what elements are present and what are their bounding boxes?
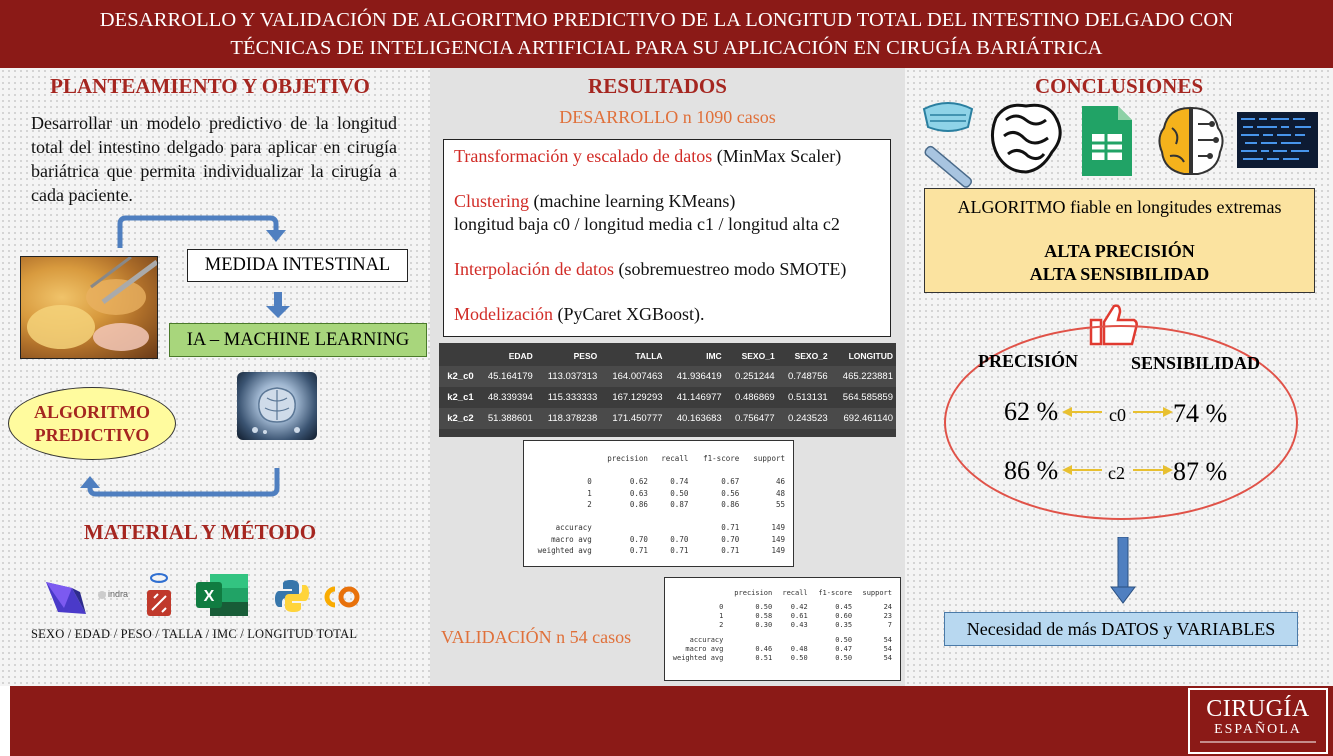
report-cell: f1-score [818, 588, 853, 597]
section-title-material: MATERIAL Y MÉTODO [83, 520, 317, 544]
section-title-resultados: RESULTADOS [588, 74, 727, 98]
report-cell: weighted avg [537, 546, 592, 556]
data-code-image [1237, 112, 1318, 168]
step-2-title: Clustering [454, 191, 529, 211]
method-steps-box [443, 139, 891, 337]
c2-sensibilidad-value: 87 % [1173, 457, 1228, 486]
table-row [524, 499, 789, 511]
arrow-head-ia [266, 306, 290, 318]
cluster-cell: 0.756477 [725, 408, 778, 429]
report-cell: 24 [883, 603, 892, 611]
validacion-label: VALIDACIÓN n 54 casos [441, 627, 632, 647]
step-3-title: Interpolación de datos [454, 259, 614, 279]
cluster-cell: 48.339394 [487, 392, 533, 403]
down-arrow-necesidad [1110, 537, 1136, 605]
cluster-table-header [439, 345, 896, 366]
report-cell: 7 [887, 621, 892, 629]
arrow-head-medida [266, 230, 286, 242]
algoritmo-predictivo-label [9, 401, 175, 447]
report-cell: 0.45 [835, 603, 853, 611]
conclusion-box [924, 188, 1315, 293]
report-cell: 0.35 [835, 621, 853, 629]
report-cell: 0.61 [790, 612, 808, 620]
report-cell: 0.50 [670, 488, 689, 498]
step-interpolacion [454, 258, 880, 281]
table-row [665, 621, 896, 630]
report-cell: 0.70 [721, 534, 740, 544]
cluster-cell: 0.486869 [735, 392, 775, 403]
cluster-cell: k2_c1 [447, 392, 474, 403]
table-row [524, 488, 789, 500]
report-cell: 0.86 [721, 500, 740, 510]
ai-brain-image [237, 372, 317, 440]
report-cell: 54 [883, 654, 892, 662]
report-cell: 2 [587, 500, 592, 510]
cluster-cell: 167.129293 [612, 392, 663, 403]
report-cell: 0.60 [835, 612, 853, 620]
cluster-cell: 164.007463 [600, 366, 665, 387]
report-cell: 149 [771, 523, 785, 533]
surgery-photo [20, 256, 158, 359]
report-cell: accuracy [689, 636, 724, 644]
cluster-col-header: SEXO_1 [741, 350, 775, 361]
indra-dot-icon [98, 591, 106, 599]
arrow-medida-to-ia [274, 292, 282, 308]
report-cell: 0.43 [790, 621, 808, 629]
c0-left-arrow [1062, 404, 1102, 420]
necesidad-box: Necesidad de más DATOS y VARIABLES [944, 612, 1298, 646]
step-modelizacion [454, 303, 880, 326]
cluster-cell: 171.450777 [600, 408, 665, 429]
report-cell: 55 [775, 500, 785, 510]
report-cell: precision [734, 588, 773, 597]
table-row [524, 511, 789, 523]
cluster-col-header: LONGITUD [848, 350, 893, 361]
report-cell: 0.48 [790, 645, 808, 653]
report-cell: f1-score [703, 454, 740, 464]
report-cell: macro avg [685, 645, 724, 653]
footer-banner [10, 686, 1333, 756]
report-cell [652, 522, 692, 534]
table-row [439, 408, 896, 429]
c2-label: c2 [1108, 463, 1125, 483]
report-cell: 0.74 [670, 477, 689, 487]
report-cell: 149 [771, 534, 785, 544]
c0-sensibilidad-value: 74 % [1173, 399, 1228, 428]
report-cell: 0.87 [670, 500, 689, 510]
report-cell: support [862, 588, 892, 597]
arrow-brain-to-algoritmo [90, 468, 277, 494]
objective-text: Desarrollar un modelo predictivo de la longitud total del intestino delgado para aplicar en cirugía bariátrica que permita individualizar la cirugía a cada paciente. [31, 113, 397, 205]
logo-rule [1200, 741, 1316, 743]
data-code-drawing [1237, 112, 1318, 168]
report-cell: 0.70 [629, 534, 648, 544]
report-cell: 0.30 [755, 621, 773, 629]
report-cell: 0.63 [629, 488, 648, 498]
c0-right-arrow [1133, 404, 1173, 420]
table-row [524, 534, 789, 546]
report-cell: 0.71 [629, 546, 648, 556]
intestine-icon [986, 98, 1066, 180]
classification-report-validacion [664, 577, 901, 681]
algoritmo-predictivo-ellipse [8, 387, 176, 460]
report-cell: 0 [719, 603, 724, 611]
title-line-2: TÉCNICAS DE INTELIGENCIA ARTIFICIAL PARA SU APLICACIÓN EN CIRUGÍA BARIÁTRICA [230, 37, 1103, 59]
report-cell: support [753, 454, 785, 464]
cluster-cell: 118.378238 [536, 408, 600, 429]
report-cell: 0.62 [629, 477, 648, 487]
arrow-photo-to-medida [120, 218, 276, 248]
software-icons-row [40, 572, 410, 622]
report-cell: 54 [883, 645, 892, 653]
google-sheets-icon [1080, 104, 1134, 178]
colab-icon [322, 584, 362, 610]
report-cell: 0.70 [670, 534, 689, 544]
cluster-col-header [439, 345, 477, 366]
surgery-photo-drawing [21, 257, 157, 358]
table-row [665, 645, 896, 654]
report-cell: 0.67 [721, 477, 740, 487]
c2-precision-value: 86 % [1004, 456, 1059, 485]
cluster-cell: 564.585859 [842, 392, 893, 403]
alta-precision-text: ALTA PRECISIÓN [1044, 241, 1195, 261]
table-row [524, 545, 789, 557]
filemaker-icon [42, 578, 90, 618]
report-cell: 0.50 [835, 636, 853, 644]
report-cell: 0.51 [755, 654, 773, 662]
report-cell: 0.46 [755, 645, 773, 653]
indra-logo: indra [108, 589, 129, 599]
table-row [439, 366, 896, 387]
table-row [524, 476, 789, 488]
cluster-cell: 40.163683 [666, 408, 725, 429]
title-line-1: DESARROLLO Y VALIDACIÓN DE ALGORITMO PREDICTIVO DE LA LONGITUD TOTAL DEL INTESTINO DELGADO CON [99, 9, 1234, 31]
cluster-cell: 0.251244 [725, 366, 778, 387]
report-cell: 1 [587, 488, 592, 498]
cluster-cell: 115.333333 [547, 392, 598, 403]
report-cell: 0.71 [721, 546, 740, 556]
step-4-title: Modelización [454, 304, 553, 324]
report-cell: 54 [883, 636, 892, 644]
report-header [665, 587, 896, 599]
step-1-title: Transformación y escalado de datos [454, 146, 713, 166]
section-title-conclusiones: CONCLUSIONES [1034, 74, 1204, 98]
ssh-terminal-icon [144, 572, 174, 620]
cluster-cell: 465.223881 [831, 366, 896, 387]
cluster-cell: 0.243523 [778, 408, 831, 429]
excel-icon [194, 572, 250, 618]
step-3-detail: (sobremuestreo modo SMOTE) [613, 259, 847, 279]
report-cell: 46 [775, 477, 785, 487]
section-title-planteamiento: PLANTEAMIENTO Y OBJETIVO [50, 74, 370, 98]
ai-brain-icon [1154, 104, 1228, 178]
algoritmo-line-2: PREDICTIVO [34, 425, 150, 445]
table-row [665, 612, 896, 621]
cluster-means-table [439, 343, 896, 437]
cluster-cell: 0.513131 [788, 392, 828, 403]
alta-sensibilidad-text: ALTA SENSIBILIDAD [1029, 264, 1210, 284]
report-cell: recall [782, 588, 808, 597]
step-2-line-2: longitud baja c0 / longitud media c1 / longitud alta c2 [454, 214, 840, 234]
report-cell: 0.86 [629, 500, 648, 510]
algoritmo-line-1: ALGORITMO [33, 402, 150, 422]
classification-report-desarrollo [523, 440, 794, 567]
report-cell: 23 [883, 612, 892, 620]
ia-machine-learning-box: IA – MACHINE LEARNING [169, 323, 427, 357]
cluster-col-header: TALLA [635, 350, 663, 361]
report-cell [776, 636, 811, 645]
cluster-cell: k2_c2 [439, 408, 477, 429]
cluster-cell: 45.164179 [477, 366, 536, 387]
report-cell: 0 [587, 477, 592, 487]
report-cell: weighted avg [672, 654, 724, 662]
step-2-detail: (machine learning KMeans) [529, 191, 736, 211]
cluster-cell: 0.748756 [778, 366, 831, 387]
report-cell [727, 636, 776, 645]
report-cell: 0.50 [790, 654, 808, 662]
step-transformacion [454, 145, 880, 168]
algoritmo-fiable-text: ALGORITMO fiable en longitudes extremas [957, 197, 1282, 217]
report-cell [596, 522, 652, 534]
report-cell: 2 [719, 621, 724, 629]
report-cell: 0.50 [755, 603, 773, 611]
table-row [524, 522, 789, 534]
c2-right-arrow [1133, 462, 1173, 478]
precision-label: PRECISIÓN [978, 351, 1079, 371]
cluster-cell: 113.037313 [536, 366, 600, 387]
table-row [439, 387, 896, 408]
python-icon [274, 578, 310, 614]
cluster-cell: 41.146977 [676, 392, 722, 403]
table-row [665, 654, 896, 663]
c0-precision-value: 62 % [1004, 397, 1059, 426]
desarrollo-label: DESARROLLO n 1090 casos [559, 107, 776, 127]
report-cell [524, 453, 596, 465]
report-cell: 0.47 [835, 645, 853, 653]
report-header [524, 453, 789, 465]
medida-intestinal-box: MEDIDA INTESTINAL [187, 249, 408, 282]
report-cell: 0.56 [721, 488, 740, 498]
cirugia-espanola-logo [1188, 688, 1328, 754]
c0-label: c0 [1109, 405, 1126, 425]
report-cell: 48 [775, 488, 785, 498]
report-cell: recall [661, 454, 689, 464]
brain-drawing [237, 372, 317, 440]
report-cell: accuracy [555, 523, 592, 533]
svg-text:X: X [203, 588, 215, 605]
table-row [665, 636, 896, 645]
cluster-col-header: IMC [706, 350, 722, 361]
variables-list: SEXO / EDAD / PESO / TALLA / IMC / LONGITUD TOTAL [31, 627, 358, 641]
report-cell: macro avg [551, 534, 592, 544]
cluster-cell: 51.388601 [477, 408, 536, 429]
logo-line-2: ESPAÑOLA [1214, 722, 1302, 737]
report-cell: 149 [771, 546, 785, 556]
report-spacer [524, 465, 789, 477]
report-cell: 0.50 [835, 654, 853, 662]
logo-line-1: CIRUGÍA [1206, 696, 1310, 722]
cluster-cell: k2_c0 [439, 366, 477, 387]
report-cell: precision [607, 454, 648, 464]
mask-thermometer-icon [918, 93, 978, 189]
cluster-col-header: PESO [573, 350, 598, 361]
report-cell: 0.58 [755, 612, 773, 620]
sensibilidad-label: SENSIBILIDAD [1131, 353, 1261, 373]
cluster-cell: 41.936419 [666, 366, 725, 387]
step-4-detail: (PyCaret XGBoost). [552, 304, 705, 324]
report-cell: 0.71 [670, 546, 689, 556]
report-cell [665, 587, 727, 599]
table-row [665, 603, 896, 612]
cluster-cell: 692.461140 [831, 408, 896, 429]
step-clustering [454, 190, 880, 213]
report-cell: 0.42 [790, 603, 808, 611]
c2-left-arrow [1062, 462, 1102, 478]
report-cell: 1 [719, 612, 724, 620]
cluster-col-header: EDAD [508, 350, 533, 361]
report-cell: 0.71 [721, 523, 740, 533]
step-1-detail: (MinMax Scaler) [712, 146, 842, 166]
poster-title [0, 6, 1333, 62]
header-banner [0, 0, 1333, 68]
cluster-col-header: SEXO_2 [794, 350, 828, 361]
arrow-head-algoritmo [80, 476, 100, 488]
